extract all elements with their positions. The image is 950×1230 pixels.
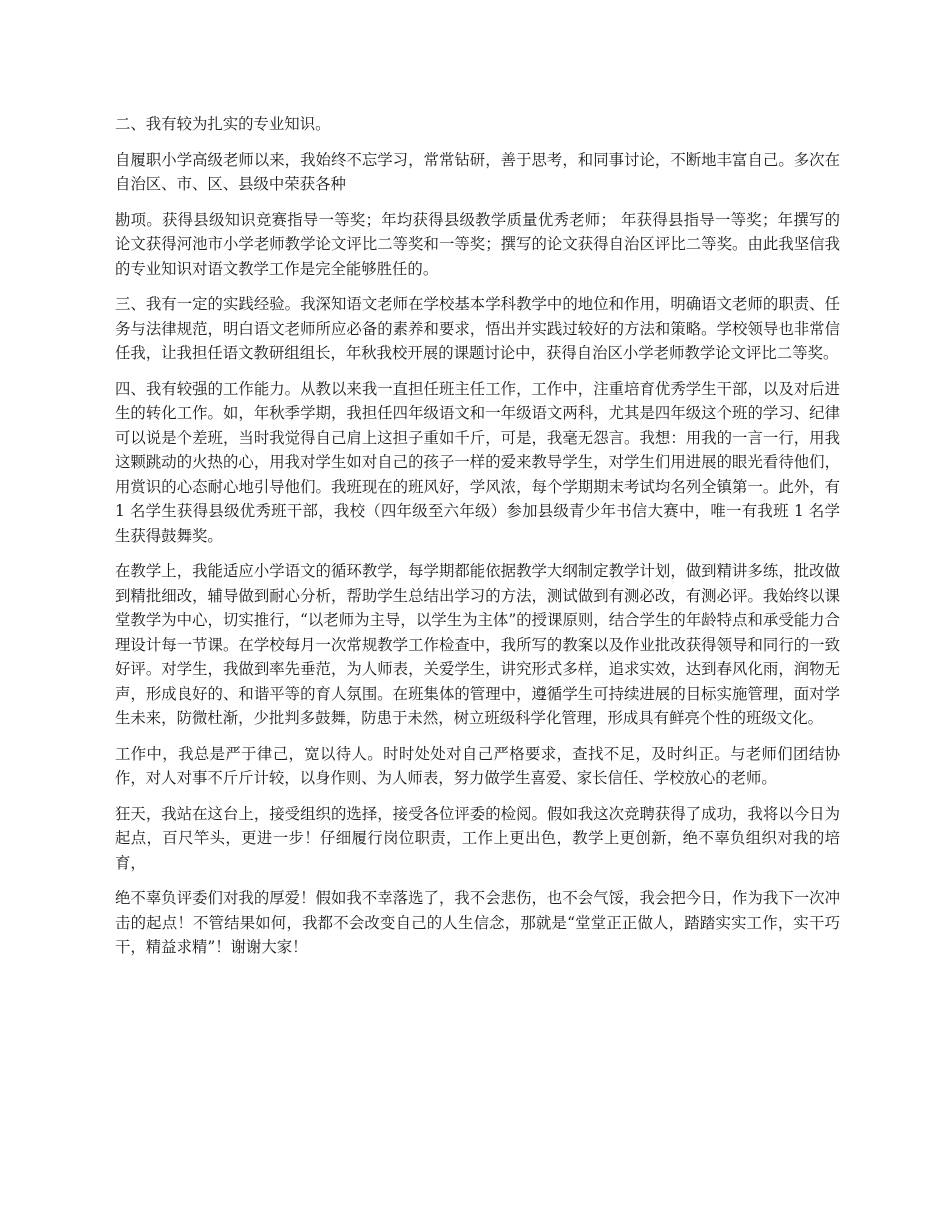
paragraph-professional-knowledge: 自履职小学高级老师以来，我始终不忘学习，常常钻研，善于思考，和同事讨论，不断地丰富自己。多次在自治区、市、区、县级中荣获各种 [115,150,840,193]
paragraph-today: 狂天，我站在这台上，接受组织的选择，接受各位评委的检阅。假如我这次竞聘获得了成功，我将以今日为起点，百尺竿头，更进一步！仔细履行岗位职责，工作上更出色，教学上更创新，绝不辜负组织对我的培育， [115,804,840,872]
paragraph-work-ability: 四、我有较强的工作能力。从教以来我一直担任班主任工作，工作中，注重培育优秀学生干部，以及对后进生的转化工作。如，年秋季学期，我担任四年级语文和一年级语文两科，尤其是四年级这个班的学习、纪律可以说是个差班，当时我觉得自己肩上这担子重如千斤，可是，我毫无怨言。我想：用我的一言一行，用我这颗跳动的火热的心，用我对学生如对自己的孩子一样的爱来教导学生，对学生们用进展的眼光看待他们，用赏识的心态耐心地引导他们。我班现在的班风好，学风浓，每个学期期末考试均名列全镇第一。此外，有 1 名学生获得县级优秀班干部，我校（四年级至六年级）参加县级青少年书信大赛中，唯一有我班 1 名学生获得鼓舞奖。 [115,379,840,545]
document-body [115,112,840,971]
paragraph-awards: 勘项。获得县级知识竞赛指导一等奖；年均获得县级教学质量优秀老师； 年获得县指导一等奖；年撰写的论文获得河池市小学老师教学论文评比二等奖和一等奖；撰写的论文获得自治区评比二等奖。由此我坚信我的专业知识对语文教学工作是完全能够胜任的。 [115,210,840,278]
paragraph-section-two-heading: 二、我有较为扎实的专业知识。 [115,115,331,133]
paragraph-practical-experience: 三、我有一定的实践经验。我深知语文老师在学校基本学科教学中的地位和作用，明确语文老师的职责、任务与法律规范，明白语文老师所应必备的素养和要求，悟出并实践过较好的方法和策略。学校领导也非常信任我，让我担任语文教研组组长，年秋我校开展的课题讨论中，获得自治区小学老师教学论文评比二等奖。 [115,295,840,362]
paragraph-self-discipline: 工作中，我总是严于律己，宽以待人。时时处处对自己严格要求，查找不足，及时纠正。与老师们团结协作，对人对事不斤斤计较，以身作则、为人师表，努力做学生喜爱、家长信任、学校放心的老师。 [115,744,840,787]
paragraph-teaching: 在教学上，我能适应小学语文的循环教学，每学期都能依据教学大纲制定教学计划，做到精讲多练，批改做到精批细改，辅导做到耐心分析，帮助学生总结出学习的方法，测试做到有测必改，有测必评。我始终以课堂教学为中心，切实推行，“以老师为主导，以学生为主体”的授课原则，结合学生的年龄特点和承受能力合理设计每一节课。在学校每月一次常规教学工作检查中，我所写的教案以及作业批改获得领导和同行的一致好评。对学生，我做到率先垂范，为人师表，关爱学生，讲究形式多样，追求实效，达到春风化雨，润物无声，形成良好的、和谐平等的育人氛围。在班集体的管理中，遵循学生可持续进展的目标实施管理，面对学生未来，防微杜渐，少批判多鼓舞，防患于未然，树立班级科学化管理，形成具有鲜亮个性的班级文化。 [115,562,840,727]
paragraph-closing: 绝不辜负评委们对我的厚爱！假如我不幸落选了，我不会悲伤，也不会气馁，我会把今日，作为我下一次冲击的起点！不管结果如何，我都不会改变自己的人生信念，那就是“堂堂正正做人，踏踏实实工作，实干巧干，精益求精”！谢谢大家！ [115,889,840,956]
